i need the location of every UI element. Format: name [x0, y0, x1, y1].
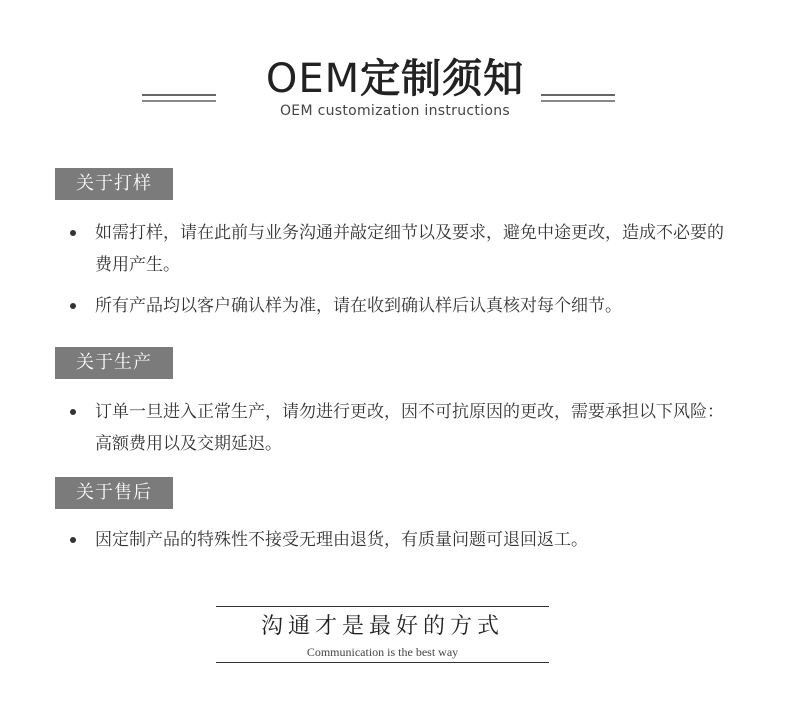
list-item	[70, 290, 730, 322]
list-item-text: 订单一旦进入正常生产，请勿进行更改，因不可抗原因的更改，需要承担以下风险：高额费用以及交期延迟。	[95, 402, 724, 454]
list-item-text: 所有产品均以客户确认样为准，请在收到确认样后认真核对每个细节。	[95, 296, 622, 316]
list-item	[70, 396, 730, 460]
bullet-icon	[70, 230, 76, 236]
list-item	[70, 217, 730, 281]
list-item-text: 因定制产品的特殊性不接受无理由退货，有质量问题可退回返工。	[95, 530, 588, 550]
section-label-after-sales: 关于售后	[55, 477, 173, 509]
page-subtitle: OEM customization instructions	[279, 103, 511, 119]
list-item	[70, 524, 730, 556]
footer-slogan-block	[216, 606, 549, 664]
section-label-production: 关于生产	[55, 347, 173, 379]
page-title-latin: OEM	[265, 56, 361, 102]
bullet-icon	[70, 537, 76, 543]
footer-top-rule	[216, 606, 549, 607]
page-header	[0, 52, 790, 132]
section-label-sampling: 关于打样	[55, 168, 173, 200]
bullet-icon	[70, 409, 76, 415]
bullet-icon	[70, 303, 76, 309]
footer-slogan: 沟通才是最好的方式	[260, 614, 504, 639]
footer-slogan-english: Communication is the best way	[306, 645, 459, 659]
page-title-cjk: 定制须知	[360, 56, 525, 102]
page-title	[0, 52, 790, 106]
list-item-text: 如需打样，请在此前与业务沟通并敲定细节以及要求，避免中途更改，造成不必要的费用产生。	[95, 223, 724, 275]
footer-bottom-rule	[216, 662, 549, 663]
